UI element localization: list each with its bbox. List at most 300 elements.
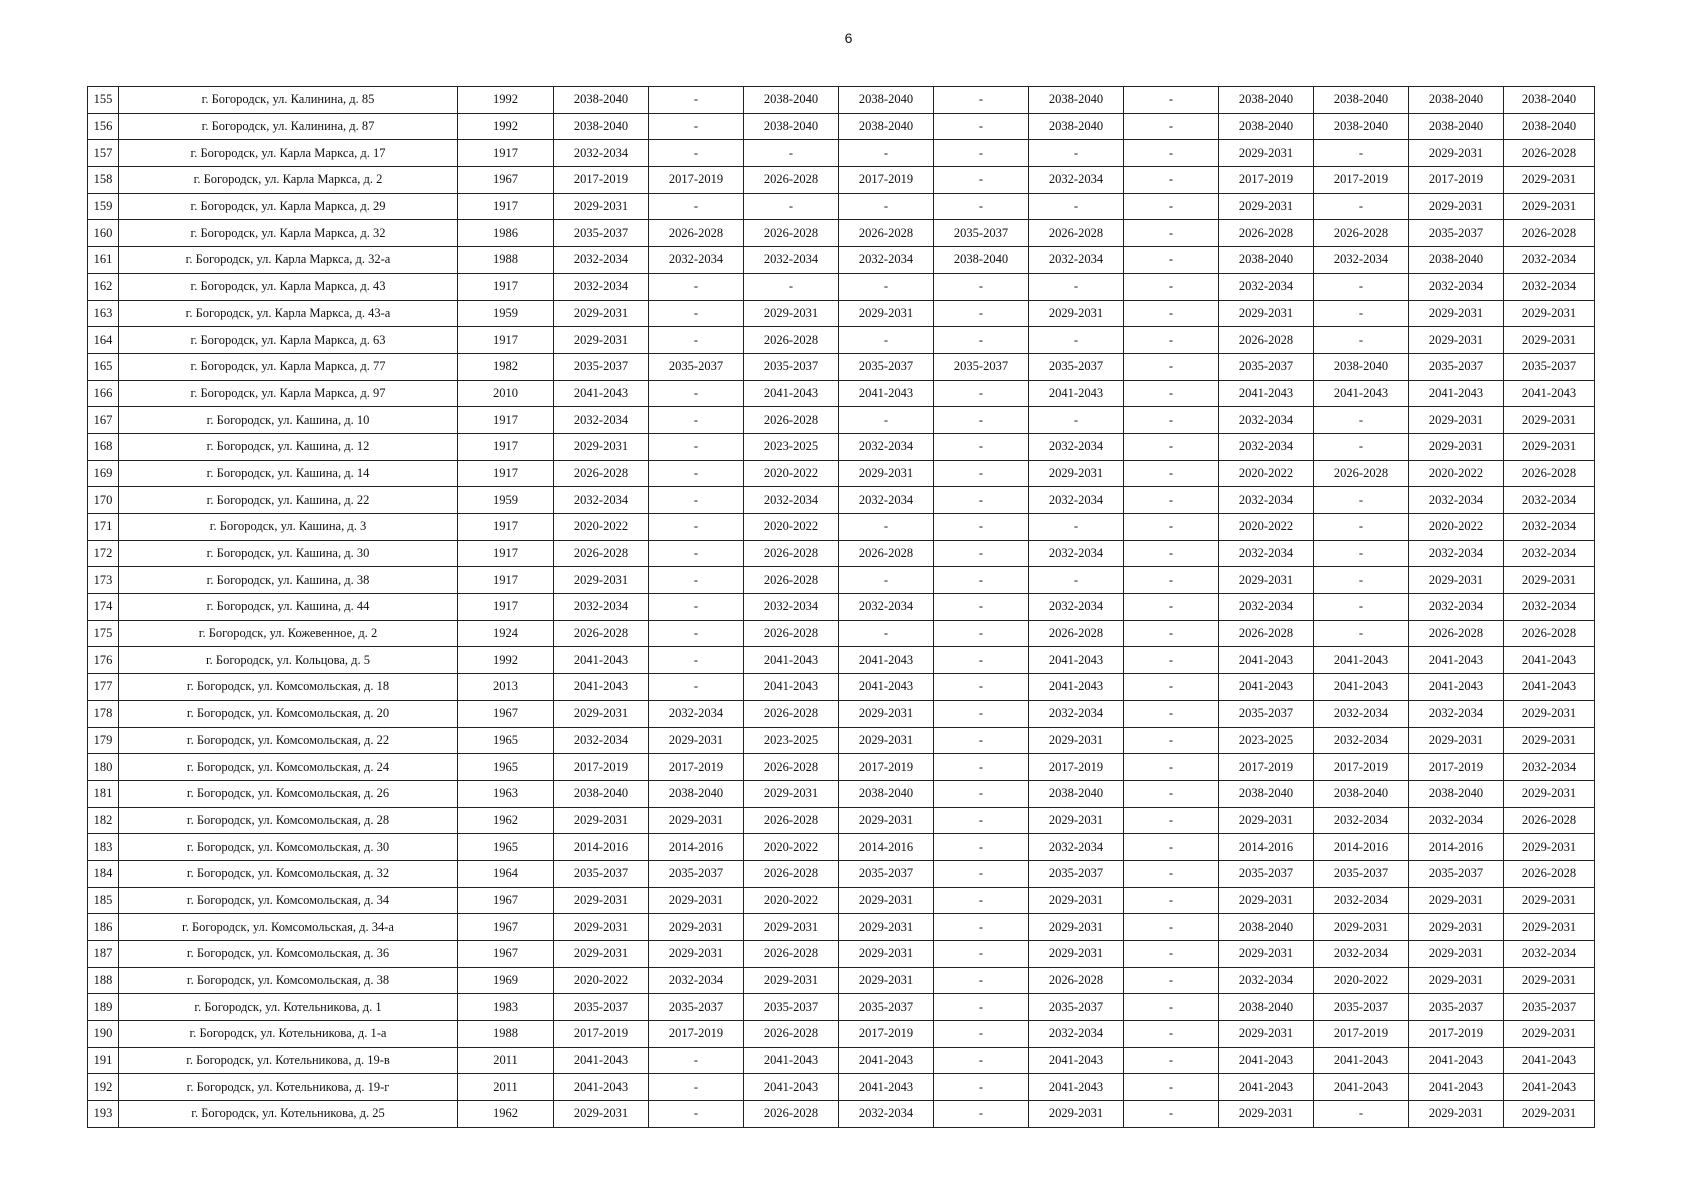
repair-period-cell: 2038-2040 <box>1029 113 1124 140</box>
repair-period-cell: 2032-2034 <box>1314 700 1409 727</box>
repair-period-cell: - <box>1124 300 1219 327</box>
repair-period-cell: 2041-2043 <box>839 1047 934 1074</box>
build-year-cell: 1917 <box>458 273 554 300</box>
repair-period-cell: 2029-2031 <box>554 567 649 594</box>
repair-period-cell: - <box>1314 273 1409 300</box>
repair-period-cell: 2041-2043 <box>1409 674 1504 701</box>
address-cell: г. Богородск, ул. Котельникова, д. 1-а <box>119 1021 458 1048</box>
build-year-cell: 1967 <box>458 914 554 941</box>
repair-period-cell: - <box>649 327 744 354</box>
repair-period-cell: 2029-2031 <box>1409 967 1504 994</box>
repair-period-cell: 2029-2031 <box>1504 407 1595 434</box>
repair-period-cell: 2032-2034 <box>554 273 649 300</box>
repair-period-cell: - <box>1314 620 1409 647</box>
repair-period-cell: - <box>1124 620 1219 647</box>
repair-period-cell: - <box>934 1074 1029 1101</box>
repair-period-cell: - <box>1029 193 1124 220</box>
repair-period-cell: 2041-2043 <box>1314 1074 1409 1101</box>
address-cell: г. Богородск, ул. Карла Маркса, д. 77 <box>119 353 458 380</box>
repair-period-cell: 2041-2043 <box>744 1047 839 1074</box>
repair-period-cell: 2032-2034 <box>1219 433 1314 460</box>
repair-period-cell: 2032-2034 <box>554 727 649 754</box>
repair-period-cell: 2029-2031 <box>554 1101 649 1128</box>
repair-period-cell: - <box>1124 1047 1219 1074</box>
repair-period-cell: 2041-2043 <box>839 674 934 701</box>
repair-period-cell: - <box>934 620 1029 647</box>
table-row <box>88 167 1595 194</box>
repair-period-cell: 2041-2043 <box>1219 1047 1314 1074</box>
row-number-cell: 176 <box>88 647 119 674</box>
repair-period-cell: 2029-2031 <box>1409 1101 1504 1128</box>
repair-period-cell: 2038-2040 <box>839 780 934 807</box>
repair-period-cell: 2035-2037 <box>649 994 744 1021</box>
row-number-cell: 177 <box>88 674 119 701</box>
repair-period-cell: 2032-2034 <box>839 594 934 621</box>
address-cell: г. Богородск, ул. Комсомольская, д. 30 <box>119 834 458 861</box>
repair-period-cell: 2032-2034 <box>744 487 839 514</box>
repair-period-cell: - <box>934 941 1029 968</box>
repair-period-cell: 2029-2031 <box>649 807 744 834</box>
repair-period-cell: 2032-2034 <box>1504 754 1595 781</box>
row-number-cell: 171 <box>88 514 119 541</box>
repair-period-cell: 2038-2040 <box>1504 113 1595 140</box>
repair-period-cell: - <box>934 327 1029 354</box>
table-row <box>88 860 1595 887</box>
table-row <box>88 193 1595 220</box>
table-row <box>88 353 1595 380</box>
repair-period-cell: 2029-2031 <box>1504 700 1595 727</box>
build-year-cell: 1924 <box>458 620 554 647</box>
repair-period-cell: - <box>1029 273 1124 300</box>
repair-period-cell: 2029-2031 <box>1029 460 1124 487</box>
address-cell: г. Богородск, ул. Калинина, д. 85 <box>119 87 458 114</box>
repair-period-cell: 2029-2031 <box>554 433 649 460</box>
row-number-cell: 164 <box>88 327 119 354</box>
repair-period-cell: 2032-2034 <box>1409 700 1504 727</box>
repair-period-cell: - <box>649 273 744 300</box>
repair-period-cell: - <box>1029 514 1124 541</box>
table-row <box>88 1047 1595 1074</box>
repair-period-cell: - <box>1314 514 1409 541</box>
build-year-cell: 2010 <box>458 380 554 407</box>
repair-period-cell: 2017-2019 <box>649 1021 744 1048</box>
repair-period-cell: 2035-2037 <box>554 353 649 380</box>
repair-period-cell: 2038-2040 <box>1314 780 1409 807</box>
row-number-cell: 172 <box>88 540 119 567</box>
repair-period-cell: 2032-2034 <box>1314 941 1409 968</box>
repair-period-cell: 2041-2043 <box>1219 1074 1314 1101</box>
repair-period-cell: 2029-2031 <box>1409 727 1504 754</box>
repair-period-cell: 2029-2031 <box>1409 914 1504 941</box>
repair-period-cell: 2038-2040 <box>1219 247 1314 274</box>
repair-period-cell: 2032-2034 <box>1409 487 1504 514</box>
row-number-cell: 162 <box>88 273 119 300</box>
address-cell: г. Богородск, ул. Комсомольская, д. 38 <box>119 967 458 994</box>
repair-period-cell: 2041-2043 <box>839 380 934 407</box>
repair-period-cell: - <box>1124 594 1219 621</box>
repair-period-cell: 2035-2037 <box>839 860 934 887</box>
row-number-cell: 161 <box>88 247 119 274</box>
repair-period-cell: - <box>1124 647 1219 674</box>
repair-period-cell: 2029-2031 <box>839 887 934 914</box>
row-number-cell: 169 <box>88 460 119 487</box>
repair-period-cell: 2029-2031 <box>1409 193 1504 220</box>
repair-period-cell: - <box>934 700 1029 727</box>
repair-period-cell: - <box>1314 567 1409 594</box>
repair-period-cell: 2035-2037 <box>744 353 839 380</box>
repair-period-cell: - <box>1124 540 1219 567</box>
repair-period-cell: 2032-2034 <box>1029 834 1124 861</box>
repair-period-cell: 2032-2034 <box>1219 487 1314 514</box>
row-number-cell: 179 <box>88 727 119 754</box>
row-number-cell: 181 <box>88 780 119 807</box>
address-cell: г. Богородск, ул. Котельникова, д. 19-г <box>119 1074 458 1101</box>
row-number-cell: 185 <box>88 887 119 914</box>
repair-period-cell: 2026-2028 <box>744 327 839 354</box>
repair-period-cell: - <box>934 167 1029 194</box>
repair-period-cell: - <box>649 113 744 140</box>
repair-period-cell: - <box>744 193 839 220</box>
repair-period-cell: - <box>934 887 1029 914</box>
repair-period-cell: 2032-2034 <box>1409 807 1504 834</box>
repair-period-cell: 2041-2043 <box>839 647 934 674</box>
repair-period-cell: 2029-2031 <box>1029 1101 1124 1128</box>
build-year-cell: 1917 <box>458 193 554 220</box>
repair-period-cell: 2017-2019 <box>649 167 744 194</box>
repair-period-cell: 2029-2031 <box>554 914 649 941</box>
repair-period-cell: - <box>1124 567 1219 594</box>
repair-period-cell: - <box>839 620 934 647</box>
repair-period-cell: 2014-2016 <box>1409 834 1504 861</box>
repair-period-cell: 2026-2028 <box>1504 140 1595 167</box>
repair-period-cell: 2029-2031 <box>744 780 839 807</box>
repair-period-cell: 2026-2028 <box>744 620 839 647</box>
build-year-cell: 1969 <box>458 967 554 994</box>
repair-period-cell: 2029-2031 <box>839 807 934 834</box>
repair-period-cell: - <box>1314 300 1409 327</box>
row-number-cell: 173 <box>88 567 119 594</box>
repair-period-cell: 2029-2031 <box>554 807 649 834</box>
address-cell: г. Богородск, ул. Комсомольская, д. 26 <box>119 780 458 807</box>
repair-period-cell: 2029-2031 <box>1409 941 1504 968</box>
repair-period-cell: - <box>839 514 934 541</box>
repair-period-cell: - <box>934 380 1029 407</box>
repair-period-cell: - <box>934 860 1029 887</box>
repair-period-cell: - <box>934 967 1029 994</box>
repair-period-cell: 2041-2043 <box>1029 647 1124 674</box>
table-row <box>88 834 1595 861</box>
repair-period-cell: 2029-2031 <box>744 967 839 994</box>
repair-period-cell: 2041-2043 <box>744 1074 839 1101</box>
repair-period-cell: 2029-2031 <box>1504 780 1595 807</box>
repair-period-cell: 2029-2031 <box>839 300 934 327</box>
repair-period-cell: - <box>1314 407 1409 434</box>
table-row <box>88 914 1595 941</box>
repair-period-cell: 2029-2031 <box>1504 914 1595 941</box>
repair-period-cell: - <box>1314 487 1409 514</box>
repair-period-cell: 2029-2031 <box>554 300 649 327</box>
repair-period-cell: 2032-2034 <box>1409 594 1504 621</box>
repair-period-cell: 2038-2040 <box>839 113 934 140</box>
row-number-cell: 186 <box>88 914 119 941</box>
table-row <box>88 327 1595 354</box>
repair-period-cell: 2041-2043 <box>1504 1074 1595 1101</box>
repair-period-cell: 2041-2043 <box>1409 1047 1504 1074</box>
repair-period-cell: 2032-2034 <box>1219 594 1314 621</box>
repair-period-cell: - <box>934 407 1029 434</box>
repair-period-cell: - <box>1124 113 1219 140</box>
repair-period-cell: 2029-2031 <box>1504 834 1595 861</box>
repair-period-cell: 2026-2028 <box>839 220 934 247</box>
repair-period-cell: 2035-2037 <box>554 220 649 247</box>
repair-period-cell: 2014-2016 <box>1219 834 1314 861</box>
row-number-cell: 182 <box>88 807 119 834</box>
page-number: 6 <box>844 30 853 46</box>
repair-period-cell: 2029-2031 <box>1219 1021 1314 1048</box>
row-number-cell: 156 <box>88 113 119 140</box>
repair-period-cell: 2032-2034 <box>839 1101 934 1128</box>
repair-period-cell: 2017-2019 <box>554 754 649 781</box>
repair-period-cell: 2029-2031 <box>1029 807 1124 834</box>
repair-period-cell: - <box>1124 380 1219 407</box>
build-year-cell: 1917 <box>458 594 554 621</box>
table-row <box>88 87 1595 114</box>
address-cell: г. Богородск, ул. Карла Маркса, д. 43-а <box>119 300 458 327</box>
repair-period-cell: 2041-2043 <box>744 674 839 701</box>
repair-period-cell: 2032-2034 <box>1029 540 1124 567</box>
repair-period-cell: 2038-2040 <box>1029 87 1124 114</box>
repair-period-cell: 2020-2022 <box>1314 967 1409 994</box>
address-cell: г. Богородск, ул. Котельникова, д. 1 <box>119 994 458 1021</box>
repair-period-cell: 2041-2043 <box>744 647 839 674</box>
address-cell: г. Богородск, ул. Комсомольская, д. 24 <box>119 754 458 781</box>
address-cell: г. Богородск, ул. Комсомольская, д. 18 <box>119 674 458 701</box>
repair-period-cell: 2035-2037 <box>839 353 934 380</box>
repair-period-cell: 2014-2016 <box>839 834 934 861</box>
repair-period-cell: 2029-2031 <box>554 700 649 727</box>
repair-period-cell: 2032-2034 <box>649 700 744 727</box>
repair-period-cell: 2029-2031 <box>1409 300 1504 327</box>
row-number-cell: 189 <box>88 994 119 1021</box>
address-cell: г. Богородск, ул. Комсомольская, д. 20 <box>119 700 458 727</box>
repair-period-cell: 2029-2031 <box>839 700 934 727</box>
row-number-cell: 184 <box>88 860 119 887</box>
table-row <box>88 674 1595 701</box>
build-year-cell: 1959 <box>458 487 554 514</box>
repair-period-cell: 2029-2031 <box>554 193 649 220</box>
repair-period-cell: 2026-2028 <box>1504 620 1595 647</box>
repair-period-cell: - <box>1029 567 1124 594</box>
table-row <box>88 887 1595 914</box>
address-cell: г. Богородск, ул. Комсомольская, д. 36 <box>119 941 458 968</box>
address-cell: г. Богородск, ул. Комсомольская, д. 34-а <box>119 914 458 941</box>
repair-period-cell: 2032-2034 <box>1504 514 1595 541</box>
build-year-cell: 1992 <box>458 647 554 674</box>
repair-period-cell: - <box>839 327 934 354</box>
repair-period-cell: - <box>934 433 1029 460</box>
repair-period-cell: 2041-2043 <box>554 674 649 701</box>
repair-period-cell: 2032-2034 <box>1314 247 1409 274</box>
repair-period-cell: 2032-2034 <box>554 407 649 434</box>
repair-period-cell: - <box>934 87 1029 114</box>
repair-period-cell: - <box>934 193 1029 220</box>
repair-period-cell: 2029-2031 <box>1219 807 1314 834</box>
table-row <box>88 1101 1595 1128</box>
repair-period-cell: - <box>649 594 744 621</box>
repair-period-cell: - <box>649 620 744 647</box>
repair-period-cell: - <box>934 567 1029 594</box>
row-number-cell: 166 <box>88 380 119 407</box>
build-year-cell: 1965 <box>458 834 554 861</box>
repair-period-cell: 2017-2019 <box>1314 167 1409 194</box>
repair-period-cell: 2017-2019 <box>1029 754 1124 781</box>
repair-period-cell: 2029-2031 <box>1219 567 1314 594</box>
housing-repair-schedule-table <box>87 86 1595 1128</box>
repair-period-cell: 2032-2034 <box>1504 247 1595 274</box>
repair-period-cell: 2017-2019 <box>1314 1021 1409 1048</box>
repair-period-cell: 2014-2016 <box>1314 834 1409 861</box>
row-number-cell: 165 <box>88 353 119 380</box>
repair-period-cell: - <box>934 647 1029 674</box>
repair-period-cell: 2029-2031 <box>1219 1101 1314 1128</box>
repair-period-cell: 2041-2043 <box>744 380 839 407</box>
repair-period-cell: - <box>649 407 744 434</box>
repair-period-cell: - <box>934 1047 1029 1074</box>
repair-period-cell: 2032-2034 <box>1314 887 1409 914</box>
repair-period-cell: 2017-2019 <box>1409 1021 1504 1048</box>
table-row <box>88 647 1595 674</box>
repair-period-cell: 2029-2031 <box>1504 727 1595 754</box>
repair-period-cell: 2020-2022 <box>1219 460 1314 487</box>
table-row <box>88 727 1595 754</box>
repair-period-cell: 2041-2043 <box>839 1074 934 1101</box>
repair-period-cell: 2041-2043 <box>554 1047 649 1074</box>
table-row <box>88 754 1595 781</box>
repair-period-cell: - <box>1124 514 1219 541</box>
build-year-cell: 1917 <box>458 514 554 541</box>
table-row <box>88 1021 1595 1048</box>
repair-period-cell: 2041-2043 <box>1314 647 1409 674</box>
table-row <box>88 514 1595 541</box>
row-number-cell: 192 <box>88 1074 119 1101</box>
repair-period-cell: 2032-2034 <box>1219 407 1314 434</box>
repair-period-cell: - <box>934 487 1029 514</box>
repair-period-cell: 2020-2022 <box>554 514 649 541</box>
repair-period-cell: - <box>1124 87 1219 114</box>
repair-period-cell: 2035-2037 <box>1504 994 1595 1021</box>
build-year-cell: 1967 <box>458 941 554 968</box>
repair-period-cell: 2029-2031 <box>1409 567 1504 594</box>
repair-period-cell: 2029-2031 <box>554 327 649 354</box>
table-row <box>88 487 1595 514</box>
build-year-cell: 1917 <box>458 433 554 460</box>
table-row <box>88 380 1595 407</box>
row-number-cell: 160 <box>88 220 119 247</box>
repair-period-cell: 2026-2028 <box>1314 220 1409 247</box>
row-number-cell: 157 <box>88 140 119 167</box>
repair-period-cell: 2032-2034 <box>1504 487 1595 514</box>
repair-period-cell: 2032-2034 <box>1029 1021 1124 1048</box>
repair-period-cell: 2029-2031 <box>839 727 934 754</box>
repair-period-cell: 2029-2031 <box>1029 300 1124 327</box>
row-number-cell: 167 <box>88 407 119 434</box>
row-number-cell: 190 <box>88 1021 119 1048</box>
repair-period-cell: - <box>934 1101 1029 1128</box>
repair-period-cell: 2029-2031 <box>1504 1021 1595 1048</box>
repair-period-cell: - <box>934 1021 1029 1048</box>
repair-period-cell: 2032-2034 <box>1029 594 1124 621</box>
repair-period-cell: 2026-2028 <box>1219 620 1314 647</box>
repair-period-cell: 2020-2022 <box>1409 514 1504 541</box>
repair-period-cell: - <box>1124 967 1219 994</box>
repair-period-cell: - <box>1124 487 1219 514</box>
build-year-cell: 1917 <box>458 567 554 594</box>
repair-period-cell: - <box>1124 407 1219 434</box>
repair-period-cell: - <box>1124 140 1219 167</box>
repair-period-cell: 2029-2031 <box>1029 941 1124 968</box>
repair-period-cell: 2032-2034 <box>1029 433 1124 460</box>
table-body <box>88 87 1595 1128</box>
repair-period-cell: 2032-2034 <box>1029 247 1124 274</box>
address-cell: г. Богородск, ул. Котельникова, д. 19-в <box>119 1047 458 1074</box>
repair-period-cell: 2041-2043 <box>1029 1074 1124 1101</box>
repair-period-cell: 2032-2034 <box>1409 273 1504 300</box>
repair-period-cell: - <box>1124 887 1219 914</box>
repair-period-cell: 2032-2034 <box>1504 594 1595 621</box>
address-cell: г. Богородск, ул. Комсомольская, д. 22 <box>119 727 458 754</box>
repair-period-cell: 2038-2040 <box>744 87 839 114</box>
table-row <box>88 273 1595 300</box>
repair-period-cell: - <box>934 807 1029 834</box>
repair-period-cell: 2026-2028 <box>744 407 839 434</box>
repair-period-cell: 2026-2028 <box>1314 460 1409 487</box>
repair-period-cell: - <box>1124 941 1219 968</box>
repair-period-cell: 2032-2034 <box>839 433 934 460</box>
repair-period-cell: 2032-2034 <box>1504 273 1595 300</box>
build-year-cell: 1917 <box>458 327 554 354</box>
repair-period-cell: 2038-2040 <box>1314 87 1409 114</box>
repair-period-cell: 2038-2040 <box>1219 780 1314 807</box>
repair-period-cell: 2026-2028 <box>744 941 839 968</box>
repair-period-cell: - <box>934 460 1029 487</box>
repair-period-cell: - <box>839 567 934 594</box>
repair-period-cell: - <box>1124 460 1219 487</box>
repair-period-cell: 2029-2031 <box>554 887 649 914</box>
repair-period-cell: - <box>839 140 934 167</box>
address-cell: г. Богородск, ул. Кашина, д. 12 <box>119 433 458 460</box>
repair-period-cell: - <box>649 1047 744 1074</box>
repair-period-cell: - <box>1124 674 1219 701</box>
repair-period-cell: 2029-2031 <box>1219 193 1314 220</box>
repair-period-cell: - <box>1124 1074 1219 1101</box>
repair-period-cell: 2041-2043 <box>1029 1047 1124 1074</box>
address-cell: г. Богородск, ул. Котельникова, д. 25 <box>119 1101 458 1128</box>
build-year-cell: 1964 <box>458 860 554 887</box>
repair-period-cell: 2032-2034 <box>744 594 839 621</box>
repair-period-cell: 2026-2028 <box>1029 220 1124 247</box>
repair-period-cell: 2041-2043 <box>1029 380 1124 407</box>
repair-period-cell: - <box>649 87 744 114</box>
repair-period-cell: - <box>1124 220 1219 247</box>
repair-period-cell: - <box>934 273 1029 300</box>
row-number-cell: 170 <box>88 487 119 514</box>
repair-period-cell: 2035-2037 <box>744 994 839 1021</box>
row-number-cell: 180 <box>88 754 119 781</box>
repair-period-cell: 2032-2034 <box>744 247 839 274</box>
address-cell: г. Богородск, ул. Комсомольская, д. 34 <box>119 887 458 914</box>
build-year-cell: 1982 <box>458 353 554 380</box>
repair-period-cell: 2020-2022 <box>1409 460 1504 487</box>
